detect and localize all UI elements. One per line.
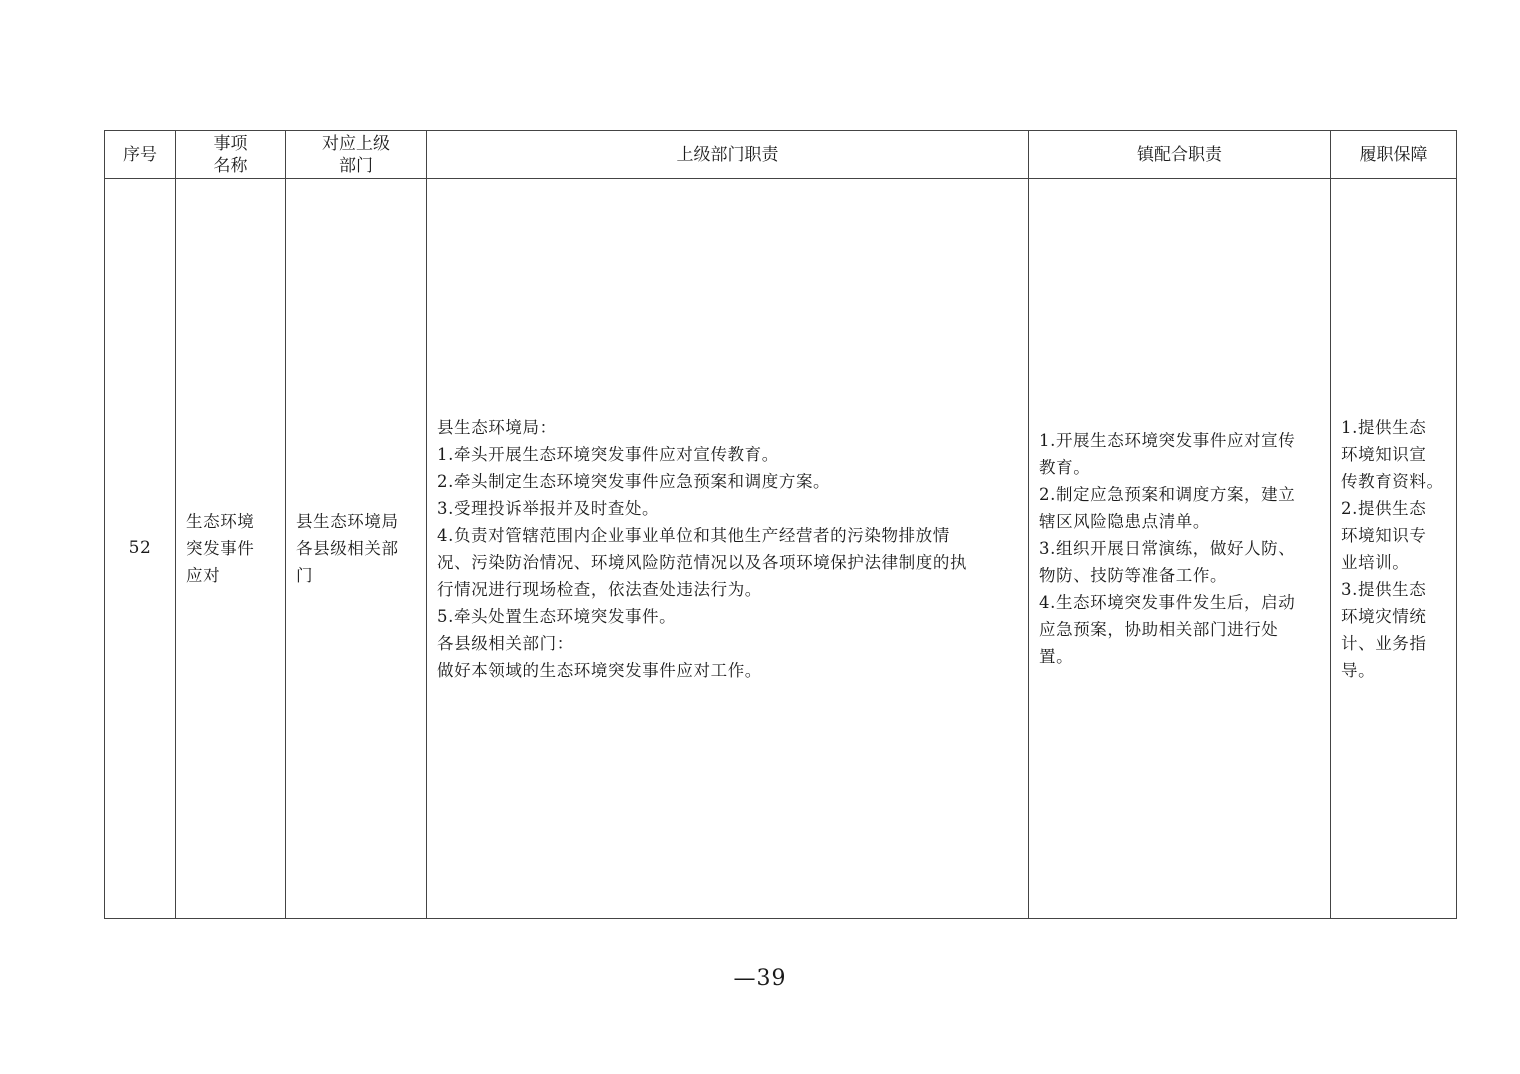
cell-item-name bbox=[176, 179, 286, 919]
page-number: —39 bbox=[733, 966, 787, 991]
guarantee-line: 1.提供生态 bbox=[1341, 417, 1427, 437]
header-seq: 序号 bbox=[105, 131, 176, 179]
town-duty-line: 1.开展生态环境突发事件应对宣传 bbox=[1039, 431, 1296, 450]
item-name-line: 应对 bbox=[186, 566, 221, 585]
header-upper-duty: 上级部门职责 bbox=[427, 131, 1029, 179]
header-upper-dept-line: 对应上级 bbox=[322, 133, 390, 154]
header-item-name-line: 事项 bbox=[213, 133, 248, 154]
header-town-duty: 镇配合职责 bbox=[1029, 131, 1331, 179]
cell-town-duty bbox=[1029, 179, 1331, 919]
guarantee-line: 环境灾情统 bbox=[1341, 606, 1427, 626]
item-name-line: 生态环境 bbox=[186, 512, 255, 531]
upper-duty-line: 县生态环境局： bbox=[437, 417, 557, 437]
town-duty-line: 物防、技防等准备工作。 bbox=[1039, 566, 1228, 585]
town-duty-line: 应急预案，协助相关部门进行处 bbox=[1039, 620, 1279, 639]
upper-duty-line: 5.牵头处置生态环境突发事件。 bbox=[437, 606, 677, 626]
header-upper-dept bbox=[286, 131, 427, 179]
town-duty-line: 3.组织开展日常演练，做好人防、 bbox=[1039, 539, 1296, 558]
guarantee-line: 环境知识专 bbox=[1341, 525, 1427, 545]
upper-duty-line: 2.牵头制定生态环境突发事件应急预案和调度方案。 bbox=[437, 471, 831, 491]
upper-duty-line: 行情况进行现场检查，依法查处违法行为。 bbox=[437, 579, 762, 599]
table-header-row bbox=[105, 131, 1457, 179]
header-item-name bbox=[176, 131, 286, 179]
guarantee-line: 3.提供生态 bbox=[1341, 579, 1427, 599]
upper-duty-line: 1.牵头开展生态环境突发事件应对宣传教育。 bbox=[437, 444, 779, 464]
cell-upper-dept bbox=[286, 179, 427, 919]
upper-dept-line: 门 bbox=[296, 566, 314, 585]
town-duty-line: 教育。 bbox=[1039, 458, 1091, 477]
guarantee-line: 传教育资料。 bbox=[1341, 471, 1444, 491]
cell-seq: 52 bbox=[105, 179, 176, 919]
cell-upper-duty bbox=[427, 179, 1029, 919]
guarantee-line: 导。 bbox=[1341, 660, 1376, 680]
guarantee-line: 环境知识宣 bbox=[1341, 444, 1427, 464]
item-name-line: 突发事件 bbox=[186, 539, 255, 558]
upper-dept-line: 各县级相关部 bbox=[296, 539, 399, 558]
guarantee-line: 业培训。 bbox=[1341, 552, 1410, 572]
header-guarantee: 履职保障 bbox=[1331, 131, 1457, 179]
header-item-name-line: 名称 bbox=[213, 155, 248, 176]
guarantee-line: 2.提供生态 bbox=[1341, 498, 1427, 518]
town-duty-line: 置。 bbox=[1039, 647, 1074, 666]
upper-duty-line: 况、污染防治情况、环境风险防范情况以及各项环境保护法律制度的执 bbox=[437, 552, 968, 572]
upper-dept-line: 县生态环境局 bbox=[296, 512, 399, 531]
upper-duty-line: 3.受理投诉举报并及时查处。 bbox=[437, 498, 660, 518]
town-duty-line: 辖区风险隐患点清单。 bbox=[1039, 512, 1210, 531]
town-duty-line: 2.制定应急预案和调度方案，建立 bbox=[1039, 485, 1296, 504]
table-row bbox=[105, 179, 1457, 919]
town-duty-line: 4.生态环境突发事件发生后，启动 bbox=[1039, 593, 1296, 612]
upper-duty-line: 各县级相关部门： bbox=[437, 633, 574, 653]
duty-table bbox=[104, 130, 1457, 919]
cell-guarantee bbox=[1331, 179, 1457, 919]
guarantee-line: 计、业务指 bbox=[1341, 633, 1427, 653]
upper-duty-line: 4.负责对管辖范围内企业事业单位和其他生产经营者的污染物排放情 bbox=[437, 525, 950, 545]
header-upper-dept-line: 部门 bbox=[339, 155, 373, 176]
upper-duty-line: 做好本领域的生态环境突发事件应对工作。 bbox=[437, 660, 762, 680]
